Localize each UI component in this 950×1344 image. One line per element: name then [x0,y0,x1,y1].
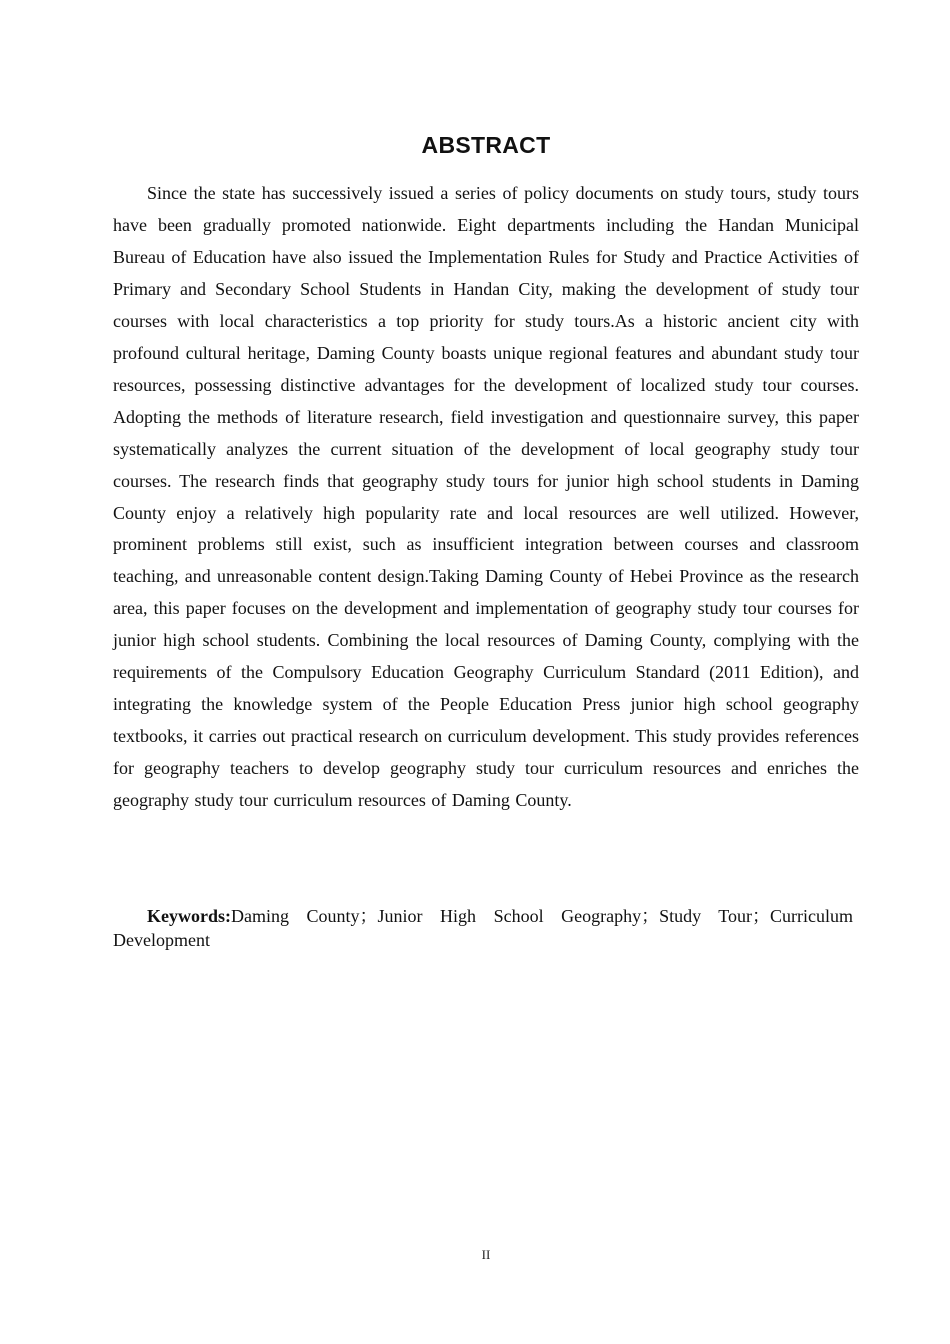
keywords-paragraph [113,904,853,952]
keywords-label: Keywords: [147,906,231,926]
abstract-body: Since the state has successively issued a series of policy documents on study tours, study tours have been gradually promoted nationwide. Eight departments including the Handan Municipal Bureau of Education have also issued the Implementation Rules for Study and Practice Activities of Primary and Secondary School Students in Handan City, making the development of study tour courses with local characteristics a top priority for study tours.As a historic ancient city with profound cultural heritage, Daming County boasts unique regional features and abundant study tour resources, possessing distinctive advantages for the development of localized study tour courses. Adopting the methods of literature research, field investigation and questionnaire survey, this paper systematically analyzes the current situation of the development of local geography study tour courses. The research finds that geography study tours for junior high school students in Daming County enjoy a relatively high popularity rate and local resources are well utilized. However, prominent problems still exist, such as insufficient integration between courses and classroom teaching, and unreasonable content design.Taking Daming County of Hebei Province as the research area, this paper focuses on the development and implementation of geography study tour courses for junior high school students. Combining the local resources of Daming County, complying with the requirements of the Compulsory Education Geography Curriculum Standard (2011 Edition), and integrating the knowledge system of the People Education Press junior high school geography textbooks, it carries out practical research on curriculum development. This study provides references for geography teachers to develop geography study tour curriculum resources and enriches the geography study tour curriculum resources of Daming County. [113,183,859,811]
page-number: II [481,1247,491,1262]
abstract-title: ABSTRACT [421,132,551,159]
keywords-text: Daming County；Junior High School Geography；Study Tour；Curriculum Development [113,906,853,950]
